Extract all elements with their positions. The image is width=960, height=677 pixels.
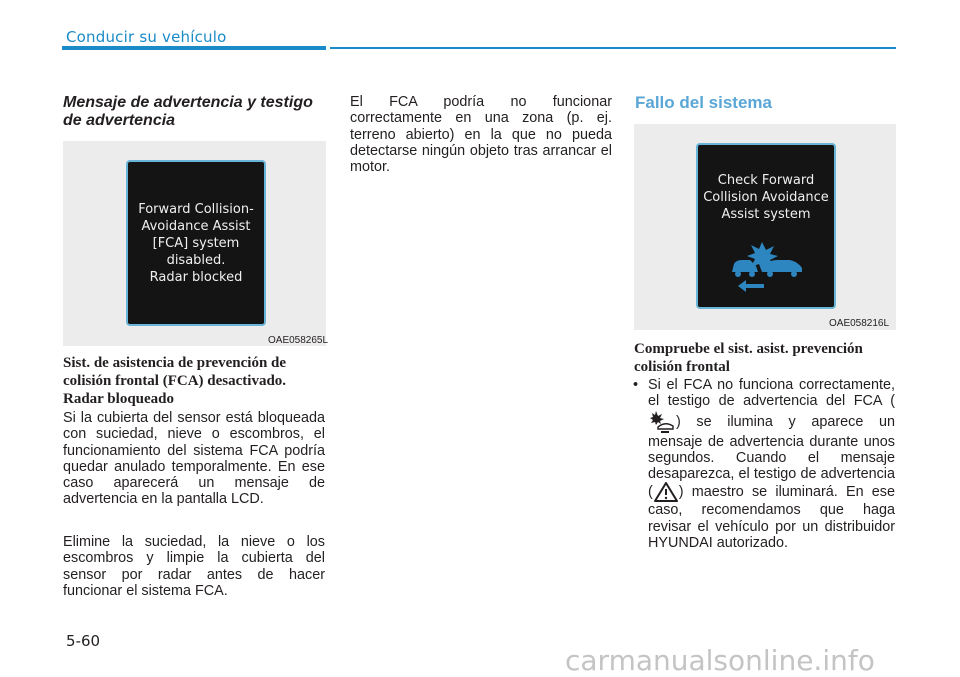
section-title: Conducir su vehículo <box>66 28 227 46</box>
page-number: 5-60 <box>66 632 101 650</box>
middle-paragraph: El FCA podría no funcionar correctamente en una zona (p. ej. terreno abierto) en la que no pueda detectarse ningún objeto tras arrancar el motor. <box>350 94 612 176</box>
fca-collision-icon <box>726 234 810 294</box>
right-heading: Fallo del sistema <box>635 93 772 112</box>
figure-code: OAE058265L <box>268 335 329 346</box>
left-subheading: Sist. de asistencia de prevención de colisión frontal (FCA) desactivado. Radar bloqueado <box>63 355 287 407</box>
left-heading: Mensaje de advertencia y testigo de advertencia <box>63 94 313 129</box>
header-rule-thick <box>62 46 326 50</box>
right-subheading: Compruebe el sist. asist. prevención colisión frontal <box>634 341 863 375</box>
bullet-text-2: ) se ilumina y aparece un mensaje de advertencia durante unos segundos. Cuando el mensaje desaparezca, el testigo de advertencia ( <box>648 413 895 501</box>
watermark: carmanualsonline.info <box>565 644 875 677</box>
bullet-text-3: ) maestro se iluminará. En ese caso, recomendamos que haga revisar el vehículo por un distribuidor HYUNDAI autorizado. <box>648 484 895 552</box>
header-rule-thin <box>330 47 896 49</box>
lcd-message: Check Forward Collision Avoidance Assist system <box>703 173 829 222</box>
left-paragraph-1: Si la cubierta del sensor está bloqueada con suciedad, nieve o escombros, el funcionamiento del sistema FCA podría quedar anulado temporalmente. En ese caso aparecerá un mensaje de advertencia en la pantalla LCD. <box>63 410 325 508</box>
fca-warning-icon <box>649 410 675 434</box>
figure-code: OAE058216L <box>829 318 890 329</box>
master-warning-icon <box>654 482 678 502</box>
lcd-message: Forward Collision- Avoidance Assist [FCA] system disabled. Radar blocked <box>138 202 254 285</box>
bullet-marker: • <box>633 377 639 393</box>
left-paragraph-2: Elimine la suciedad, la nieve o los escombros y limpie la cubierta del sensor por radar antes de hacer funcionar el sistema FCA. <box>63 534 325 599</box>
bullet-text-1: Si el FCA no funciona correctamente, el testigo de advertencia del FCA ( <box>648 377 895 410</box>
bullet-paragraph <box>648 377 895 551</box>
